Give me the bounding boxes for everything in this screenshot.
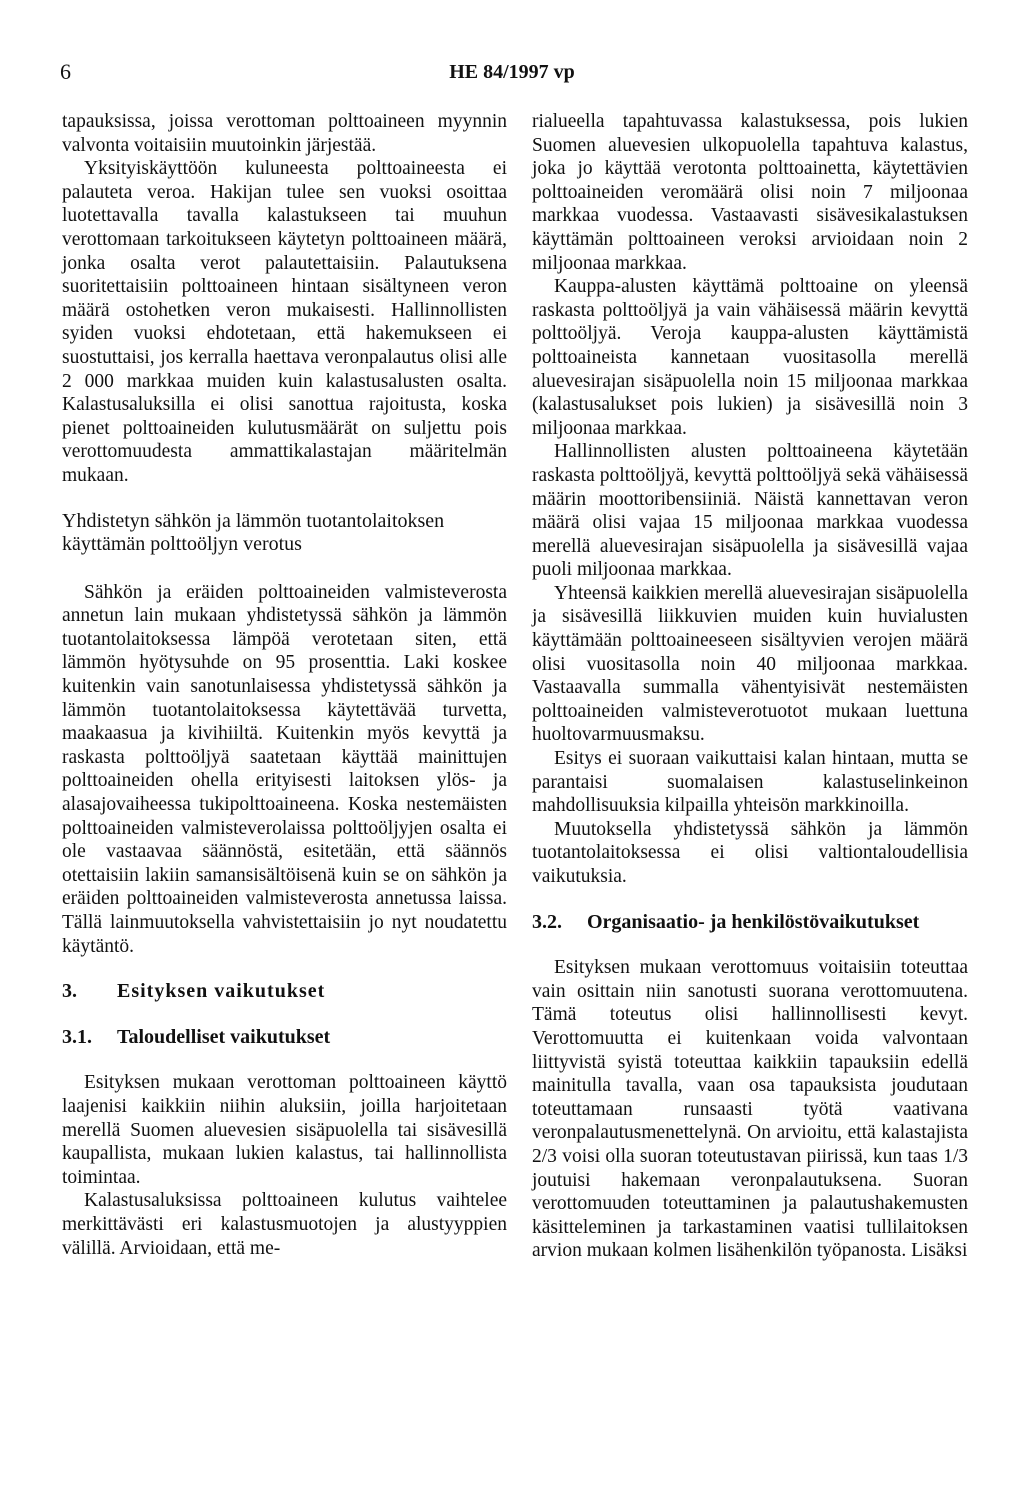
subsection-heading-numbered bbox=[62, 1026, 507, 1050]
paragraph: Yksityiskäyttöön kuluneesta polttoaineesta ei palauteta veroa. Hakijan tulee sen vuoksi osoittaa luotettavalla tavalla kalastukseen tai muuhun verottomaan tarkoitukseen käytetyn polttoaineen määrä, jonka osalta verot palautettaisiin. Palautuksena suoritettaisiin polttoaineen hintaan sisältyneen veron määrä ostohetken veron mukaisesti. Hallinnollisten syiden vuoksi ehdotetaan, että hakemukseen ei suostuttaisi, jos kerralla haettava veronpalautus olisi alle 2 000 markkaa muiden kuin kalastusalusten osalta. Kalastusaluksilla ei olisi sanottua rajoitusta, koska pienet polttoaineiden kulutusmäärät on suljettu pois verottomuudesta ammattikalastajan määritelmän mukaan. bbox=[62, 158, 507, 486]
section-title: Taloudelliset vaikutukset bbox=[117, 1025, 331, 1048]
paragraph: Kauppa-alusten käyttämä polttoaine on yleensä raskasta polttoöljyä ja vain vähäisessä määrin kevyttä polttoöljyä. Veroja kauppa-alusten käyttämistä polttoaineista kannetaan vuositasolla merellä aluevesirajan sisäpuolella noin 15 miljoonaa markkaa (kalastusalukset pois lukien) ja sisävesillä noin 3 miljoonaa markkaa. bbox=[532, 276, 968, 439]
section-title: Esityksen vaikutukset bbox=[117, 980, 326, 1003]
subsection-heading: Yhdistetyn sähkön ja lämmön tuotantolaitoksen käyttämän polttoöljyn verotus bbox=[62, 509, 445, 556]
section-number: 3. bbox=[62, 980, 77, 1003]
right-column bbox=[532, 110, 968, 1263]
paragraph: Esitys ei suoraan vaikuttaisi kalan hintaan, mutta se parantaisi suomalaisen kalastuselinkeinon mahdollisuuksia kilpailla yhteisön markkinoilla. bbox=[532, 748, 968, 817]
left-column bbox=[62, 110, 507, 1260]
subsection-heading-numbered bbox=[532, 911, 968, 935]
paragraph: Kalastusaluksissa polttoaineen kulutus vaihtelee merkittävästi eri kalastusmuotojen ja alustyyppien välillä. Arvioidaan, että me- bbox=[62, 1190, 507, 1259]
running-head: HE 84/1997 vp bbox=[449, 61, 575, 83]
section-heading bbox=[62, 980, 507, 1004]
paragraph: Sähkön ja eräiden polttoaineiden valmisteverosta annetun lain mukaan yhdistetyssä sähkön ja lämmön tuotantolaitoksessa lämpöä verotetaan siten, että lämmön hyötysuhde on 95 prosenttia. Laki koskee kuitenkin vain sanotunlaisessa yhdistetyssä sähkön ja lämmön tuotantolaitoksessa käytettävää turvetta, maakaasua ja kivihiiltä. Kuitenkin myös kevyttä ja raskasta polttoöljyä saatetaan käyttää mainittujen polttoaineiden ohella erityisesti laitoksen ylös- ja alasajovaiheessa tukipolttoaineena. Koska nestemäisten polttoaineiden valmisteverolaissa polttoöljyjen osalta ei ole vastaavaa säännöstä, esitetään, että säännös otettaisiin lakiin samansisältöisenä kuin se on sähkön ja eräiden polttoaineiden valmisteverosta annetussa laissa. Tällä lainmuutoksella vahvistettaisiin jo nyt noudatettu käytäntö. bbox=[62, 581, 507, 957]
page-number: 6 bbox=[60, 59, 71, 84]
paragraph: Hallinnollisten alusten polttoaineena käytetään raskasta polttoöljyä, kevyttä polttoöljyä sekä vähäisessä määrin moottoribensiiniä. Näistä kannettavan veron määrä olisi vajaa 15 miljoonaa markkaa vuodessa merellä aluevesirajan sisäpuolella ja sisävesillä vajaa puoli miljoonaa markkaa. bbox=[532, 441, 968, 581]
section-number: 3.1. bbox=[62, 1025, 92, 1048]
section-title: Organisaatio- ja henkilöstövaikutukset bbox=[587, 910, 920, 933]
paragraph: Esityksen mukaan verottomuus voitaisiin toteuttaa vain osittain niin sanotusti suorana verottomuutena. Tämä toteutus olisi hallinnollisesti kevyt. Verottomuutta ei kuitenkaan voida valvontaan liittyvistä syistä toteuttaa kaikkiin tapauksiin edellä mainitulla tavalla, vaan osa tapauksista joudutaan toteuttamaan runsaasti työtä vaativana veronpalautusmenettelynä. On arvioitu, että kalastajista 2/3 voisi olla suoran toteutustavan piirissä, kun taas 1/3 joutuisi hakemaan veronpalautuksena. Suoran verottomuuden toteuttaminen ja palautushakemusten käsitteleminen ja tarkastaminen vaatisi tullilaitoksen arvion mukaan kolmen lisähenkilön työpanosta. Lisäksi bbox=[532, 957, 968, 1262]
paragraph: Muutoksella yhdistetyssä sähkön ja lämmön tuotantolaitoksessa ei olisi valtiontaloudellisia vaikutuksia. bbox=[532, 818, 968, 887]
paragraph: rialueella tapahtuvassa kalastuksessa, pois lukien Suomen aluevesien ulkopuolella tapahtuva kalastus, joka jo käyttää verotonta polttoainetta, käytettävien polttoaineiden veromäärä olisi noin 7 miljoonaa markkaa vuodessa. Vastaavasti sisävesikalastuksen käyttämän polttoaineen veroksi arvioidaan noin 2 miljoonaa markkaa. bbox=[532, 111, 968, 274]
paragraph: tapauksissa, joissa verottoman polttoaineen myynnin valvonta voitaisiin muutoinkin järjestää. bbox=[62, 111, 507, 156]
paragraph: Esityksen mukaan verottoman polttoaineen käyttö laajenisi kaikkiin niihin aluksiin, joilla harjoitetaan merellä Suomen aluevesien sisäpuolella tai sisävesillä kaupallista, mukaan lukien kalastus, tai hallinnollista toimintaa. bbox=[62, 1072, 507, 1188]
paragraph: Yhteensä kaikkien merellä aluevesirajan sisäpuolella ja sisävesillä liikkuvien muiden kuin huvialusten käyttämään polttoaineeseen sisältyvien verojen määrä olisi vuositasolla noin 40 miljoonaa markkaa. Vastaavalla summalla vähentyisivät nestemäisten polttoaineiden valmisteverotuotot mukaan luettuna huoltovarmuusmaksu. bbox=[532, 582, 968, 746]
section-number: 3.2. bbox=[532, 910, 562, 933]
